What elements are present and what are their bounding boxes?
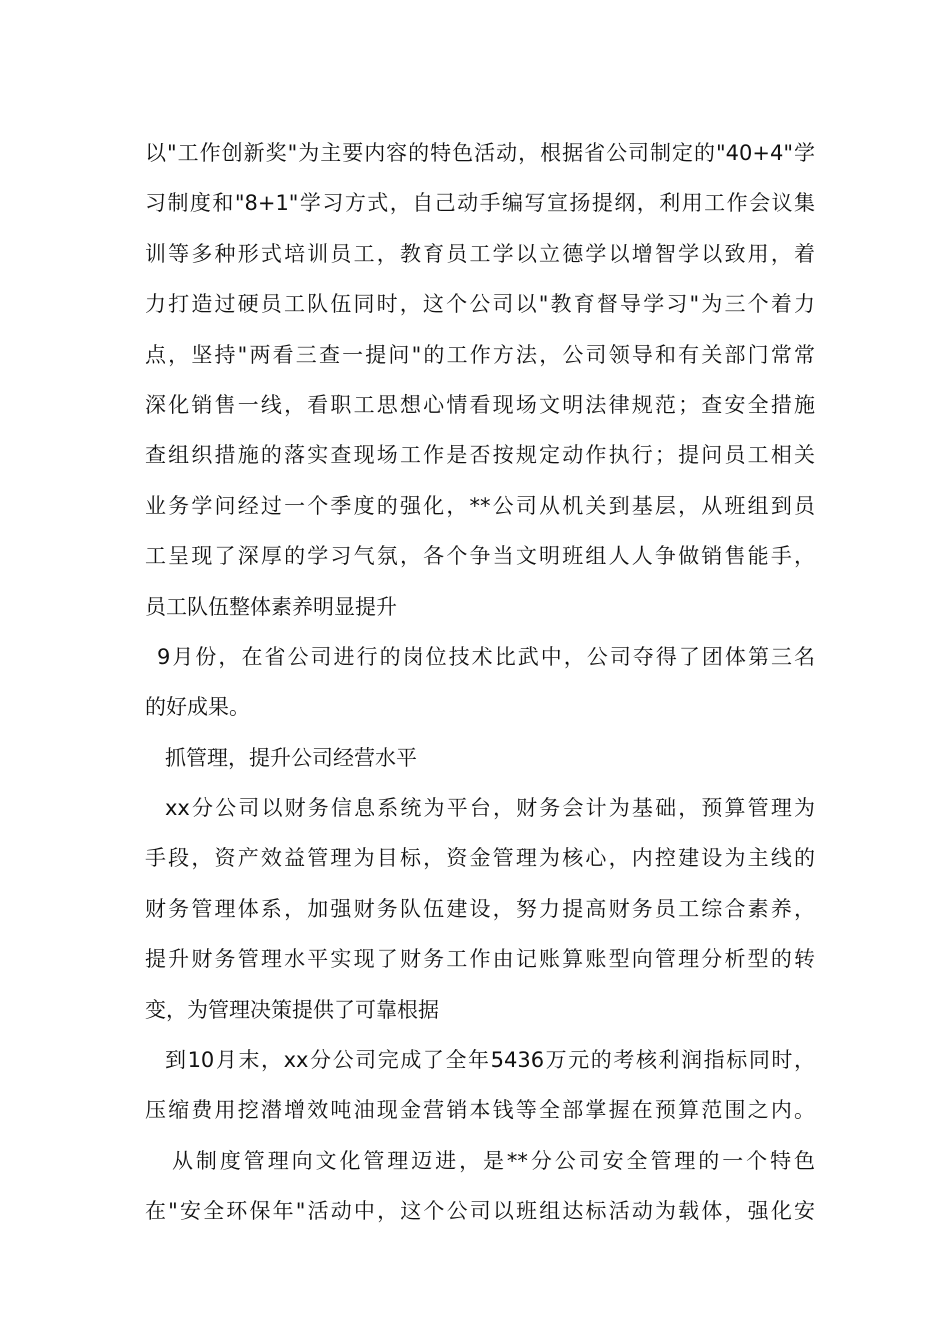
text-line: 业务学问经过一个季度的强化，**公司从机关到基层，从班组到员 bbox=[145, 493, 815, 518]
text-line: 压缩费用挖潜增效吨油现金营销本钱等全部掌握在预算范围之内。 bbox=[145, 1098, 815, 1123]
text-line: 员工队伍整体素养明显提升 bbox=[145, 594, 397, 619]
text-line: 的好成果。 bbox=[145, 695, 250, 720]
text-line: 手段，资产效益管理为目标，资金管理为核心，内控建设为主线的 bbox=[145, 846, 815, 871]
text-line: 训等多种形式培训员工，教育员工学以立德学以增智学以致用，着 bbox=[145, 241, 815, 266]
text-line: 习制度和"8+1"学习方式，自己动手编写宣扬提纲，利用工作会议集 bbox=[145, 191, 815, 216]
paragraph-first-line: 到10月末，xx分公司完成了全年5436万元的考核利润指标同时， bbox=[165, 1048, 815, 1073]
document-body bbox=[145, 128, 815, 1237]
paragraph-first-line: 从制度管理向文化管理迈进，是**分公司安全管理的一个特色 bbox=[172, 1148, 815, 1173]
paragraph-first-line: 9月份，在省公司进行的岗位技术比武中，公司夺得了团体第三名 bbox=[157, 644, 815, 669]
text-line: 力打造过硬员工队伍同时，这个公司以"教育督导学习"为三个着力 bbox=[145, 292, 815, 317]
text-line: 财务管理体系，加强财务队伍建设，努力提高财务员工综合素养， bbox=[145, 896, 815, 921]
text-line: 工呈现了深厚的学习气氛，各个争当文明班组人人争做销售能手， bbox=[145, 544, 815, 569]
paragraph-first-line: xx分公司以财务信息系统为平台，财务会计为基础，预算管理为 bbox=[165, 796, 815, 821]
text-line: 深化销售一线，看职工思想心情看现场文明法律规范；查安全措施 bbox=[145, 392, 815, 417]
text-line: 变，为管理决策提供了可靠根据 bbox=[145, 997, 439, 1022]
text-line: 以"工作创新奖"为主要内容的特色活动，根据省公司制定的"40+4"学 bbox=[145, 141, 816, 165]
text-line: 提升财务管理水平实现了财务工作由记账算账型向管理分析型的转 bbox=[145, 947, 815, 972]
section-heading: 抓管理，提升公司经营水平 bbox=[165, 745, 417, 770]
text-line: 查组织措施的落实查现场工作是否按规定动作执行；提问员工相关 bbox=[145, 443, 815, 468]
text-line: 点，坚持"两看三查一提问"的工作方法，公司领导和有关部门常常 bbox=[145, 342, 815, 367]
text-line: 在"安全环保年"活动中，这个公司以班组达标活动为载体，强化安 bbox=[145, 1199, 815, 1224]
